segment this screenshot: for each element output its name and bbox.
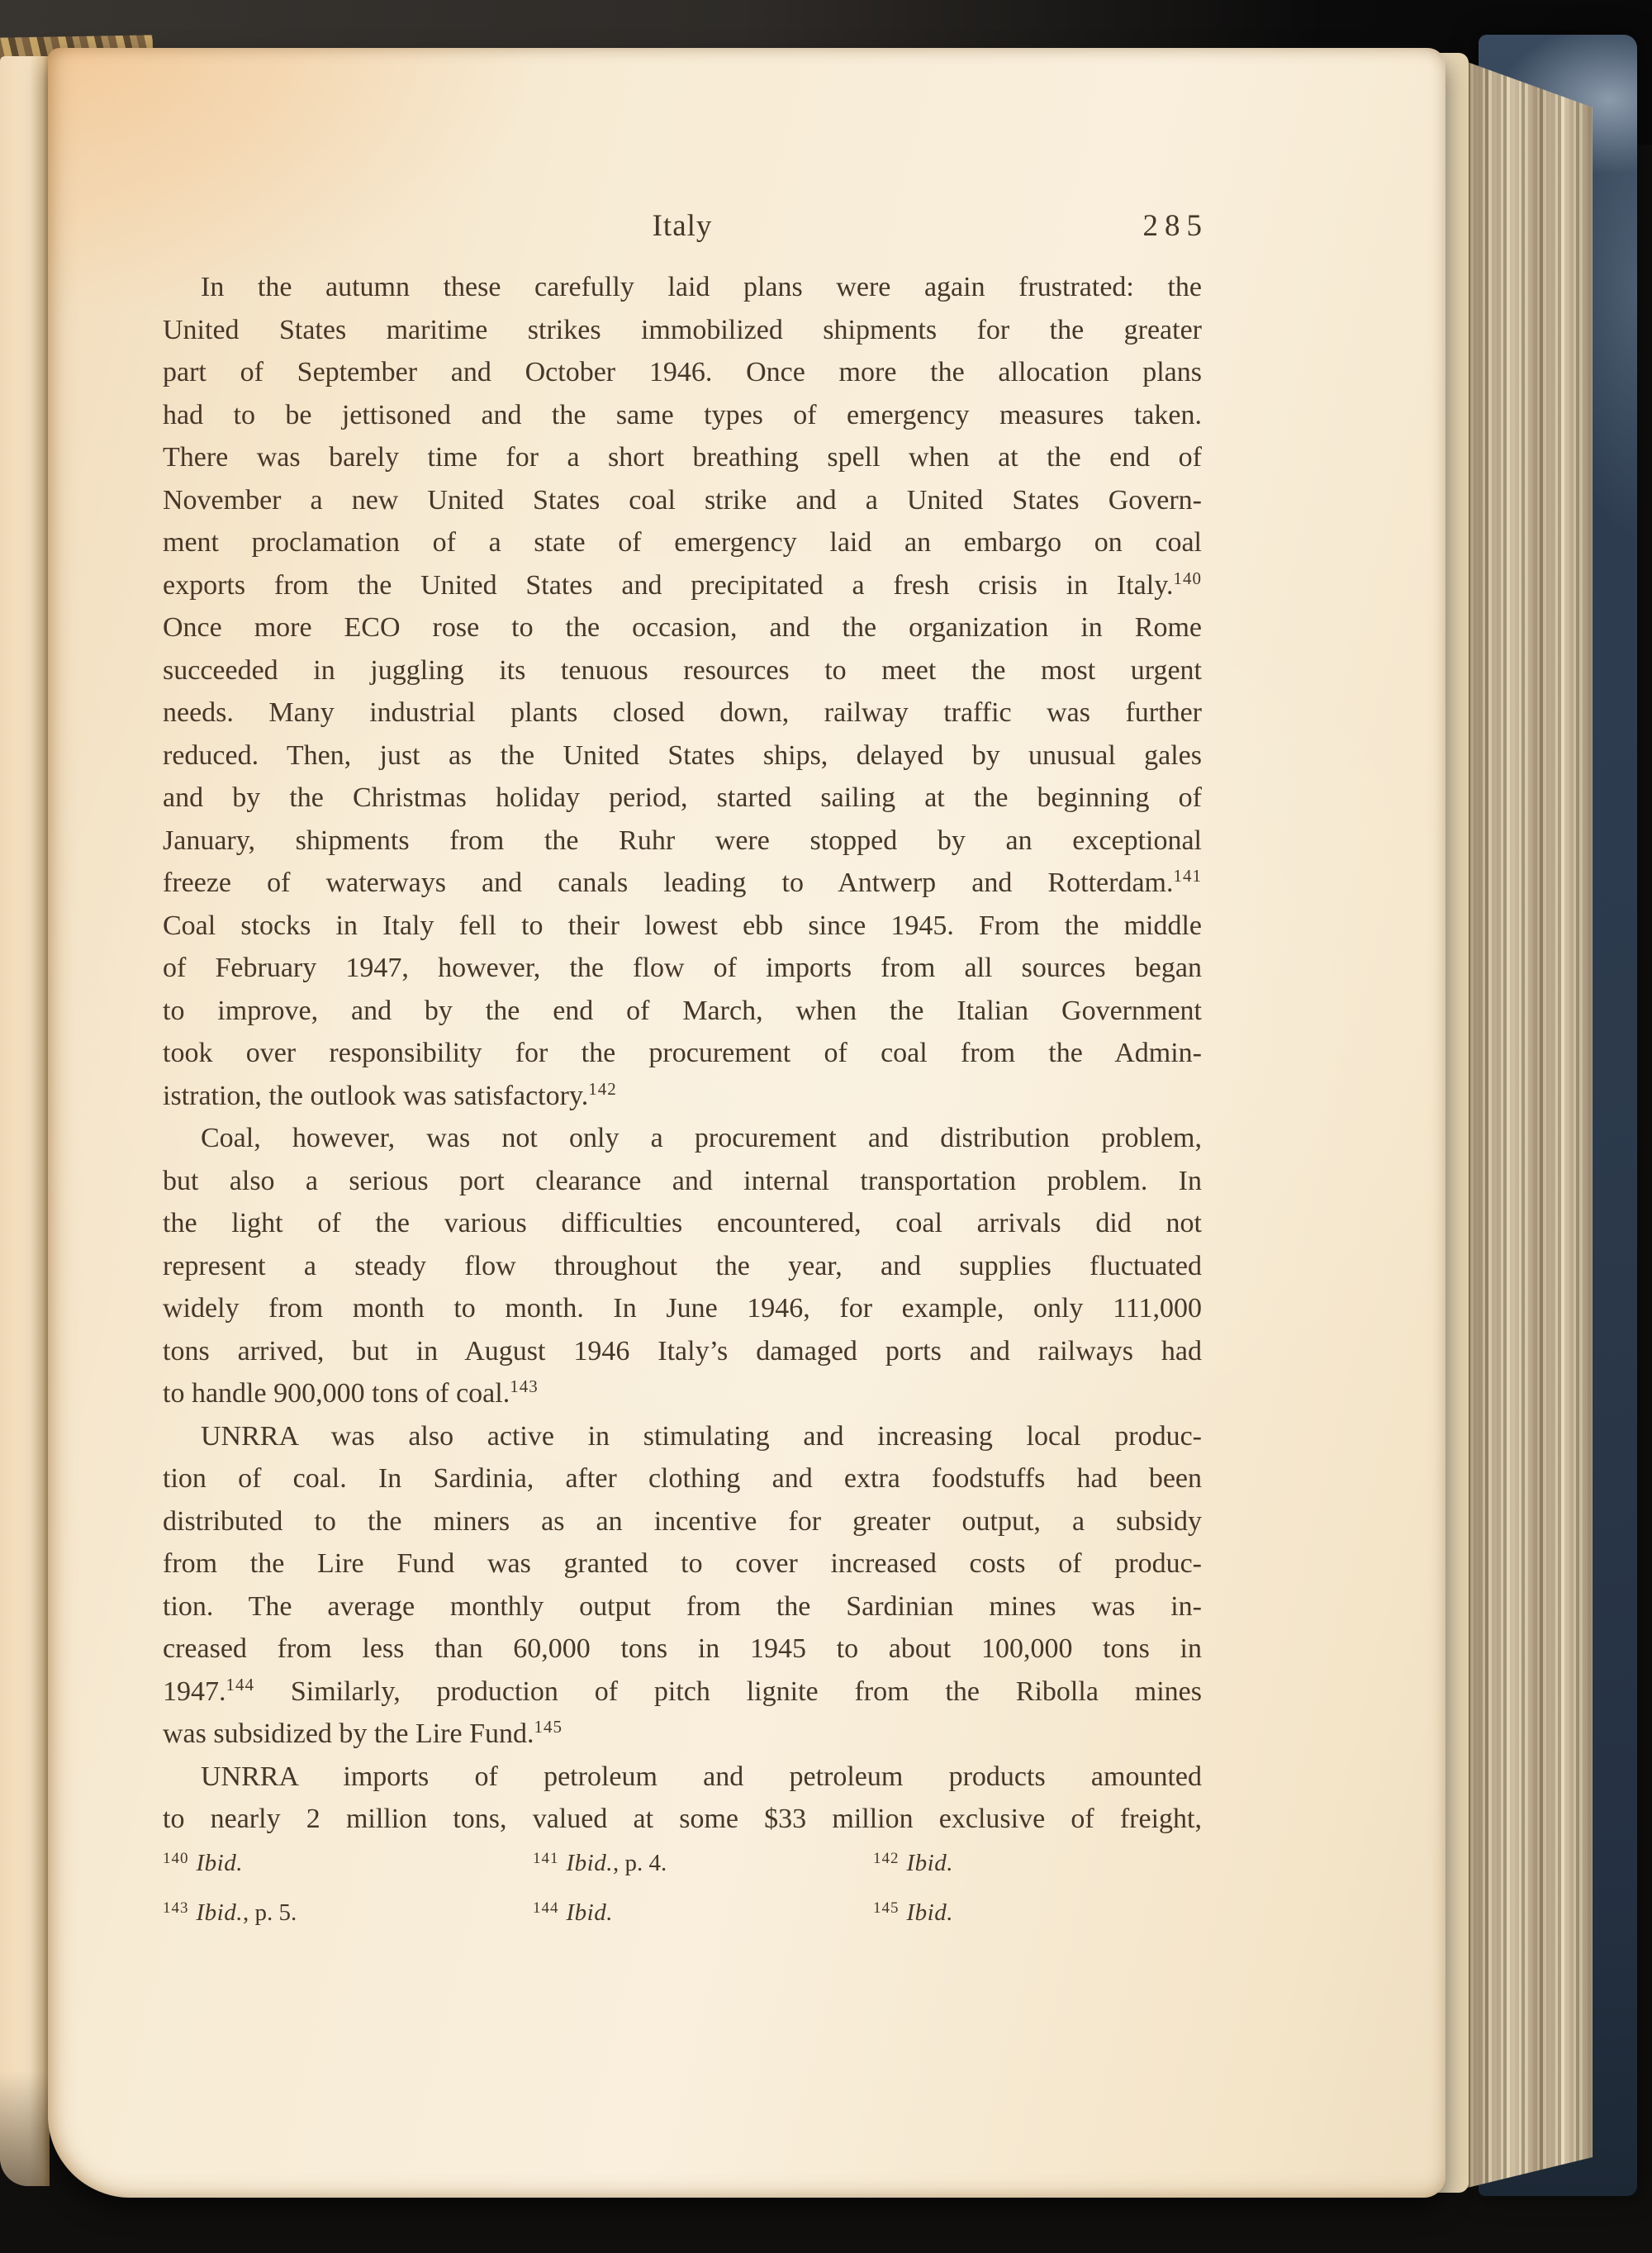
- text-line: to handle 900,000 tons of coal.$^{143}$: [163, 1376, 539, 1409]
- text-line: the light of the various difficulties encountered, coal arrivals did not: [163, 1208, 1202, 1238]
- footnote-source: Ibid.: [196, 1850, 243, 1876]
- text-line: part of September and October 1946. Once more the allocation plans: [163, 357, 1202, 387]
- paragraph: [163, 1117, 1202, 1415]
- footnote-number: 142: [873, 1850, 900, 1868]
- text-line: of February 1947, however, the flow of imports from all sources began: [163, 953, 1202, 983]
- text-line: exports from the United States and precipitated a fresh crisis in Italy.$^{140}$: [163, 568, 1202, 601]
- text-line: widely from month to month. In June 1946, for example, only 111,000: [163, 1293, 1202, 1324]
- footnote-reference: 141: [1173, 866, 1202, 886]
- page-title: Italy: [652, 209, 713, 243]
- footnote-reference: 145: [534, 1717, 563, 1737]
- text-line: needs. Many industrial plants closed down, railway traffic was further: [163, 697, 1202, 728]
- text-line: January, shipments from the Ruhr were stopped by an exceptional: [163, 825, 1202, 856]
- footnote-reference: 144: [225, 1674, 254, 1695]
- text-line: tion. The average monthly output from the Sardinian mines was in-: [163, 1590, 1202, 1622]
- paragraph: [163, 1415, 1202, 1756]
- running-head: [163, 208, 1208, 251]
- text-line: tons arrived, but in August 1946 Italy’s damaged ports and railways had: [163, 1335, 1202, 1367]
- text-line: but also a serious port clearance and internal transportation problem. In: [163, 1165, 1202, 1196]
- text-line: Coal, however, was not only a procurement and distribution problem,: [201, 1123, 1202, 1153]
- footnote-source: Ibid.: [906, 1899, 953, 1926]
- footnote: [873, 1849, 1202, 1877]
- text-line: had to be jettisoned and the same types of emergency measures taken.: [163, 399, 1202, 430]
- footnote: [873, 1899, 1202, 1927]
- footnote-source: Ibid.: [906, 1850, 953, 1876]
- text-line: ment proclamation of a state of emergency laid an embargo on coal: [163, 527, 1202, 558]
- text-line: and by the Christmas holiday period, started sailing at the beginning of: [163, 782, 1202, 813]
- text-line: November a new United States coal strike and a United States Govern-: [163, 484, 1202, 516]
- text-line: from the Lire Fund was granted to cover increased costs of produc-: [163, 1548, 1202, 1579]
- paragraph: [163, 1756, 1202, 1841]
- text-line: Coal stocks in Italy fell to their lowest ebb since 1945. From the middle: [163, 910, 1202, 941]
- text-area: [163, 48, 1208, 2198]
- paragraph: [163, 266, 1202, 1117]
- text-line: istration, the outlook was satisfactory.$^{142}$: [163, 1078, 617, 1111]
- book-page: [48, 48, 1446, 2198]
- footnote-number: 145: [873, 1899, 900, 1918]
- footnote: $^{143}$ Ibid., p. 5.: [163, 1899, 297, 1926]
- text-line: succeeded in juggling its tenuous resources to meet the most urgent: [163, 654, 1202, 686]
- text-line: United States maritime strikes immobilized shipments for the greater: [163, 314, 1202, 345]
- text-line: UNRRA was also active in stimulating and increasing local produc-: [201, 1420, 1202, 1452]
- text-line: to improve, and by the end of March, when the Italian Government: [163, 995, 1202, 1026]
- text-line: was subsidized by the Lire Fund.$^{145}$: [163, 1717, 563, 1749]
- text-line: In the autumn these carefully laid plans were again frustrated: the: [201, 272, 1202, 302]
- footnote-number: 140: [163, 1850, 189, 1868]
- footnote: [533, 1899, 873, 1927]
- footnote-number: 143: [163, 1899, 189, 1918]
- text-line: tion of coal. In Sardinia, after clothing and extra foodstuffs had been: [163, 1463, 1202, 1494]
- footnote-number: 144: [533, 1899, 559, 1918]
- page-number: 285: [1142, 209, 1208, 243]
- text-line: distributed to the miners as an incentive for greater output, a subsidy: [163, 1505, 1202, 1537]
- text-line: Once more ECO rose to the occasion, and the organization in Rome: [163, 612, 1202, 643]
- text-line: took over responsibility for the procurement of coal from the Admin-: [163, 1038, 1202, 1068]
- page-stack-fore-edge: [1460, 50, 1593, 2194]
- footnote: $^{141}$ Ibid., p. 4.: [533, 1850, 667, 1876]
- text-block: [163, 266, 1202, 1841]
- text-line: represent a steady flow throughout the year, and supplies fluctuated: [163, 1250, 1202, 1281]
- facing-page-edge: [0, 56, 50, 2186]
- text-line: to nearly 2 million tons, valued at some $33 million exclusive of freight,: [163, 1804, 1202, 1834]
- footnotes: [163, 1849, 1202, 1927]
- footnote: [163, 1849, 533, 1877]
- text-line: UNRRA imports of petroleum and petroleum products amounted: [201, 1761, 1202, 1792]
- footnote-source: Ibid.: [196, 1899, 243, 1926]
- text-line: There was barely time for a short breathing spell when at the end of: [163, 442, 1202, 473]
- text-line: creased from less than 60,000 tons in 1945 to about 100,000 tons in: [163, 1633, 1202, 1664]
- text-line: reduced. Then, just as the United States ships, delayed by unusual gales: [163, 739, 1202, 771]
- footnote-reference: 143: [510, 1376, 539, 1397]
- text-line: freeze of waterways and canals leading to Antwerp and Rotterdam.$^{141}$: [163, 866, 1202, 898]
- footnote-number: 141: [533, 1850, 559, 1868]
- text-line: 1947.$^{144}$ Similarly, production of pitch lignite from the Ribolla mines: [163, 1674, 1202, 1707]
- footnote-source: Ibid.: [566, 1899, 613, 1926]
- footnote-source: Ibid.: [566, 1850, 613, 1876]
- footnote-reference: 140: [1173, 568, 1202, 588]
- footnote-reference: 142: [588, 1078, 617, 1099]
